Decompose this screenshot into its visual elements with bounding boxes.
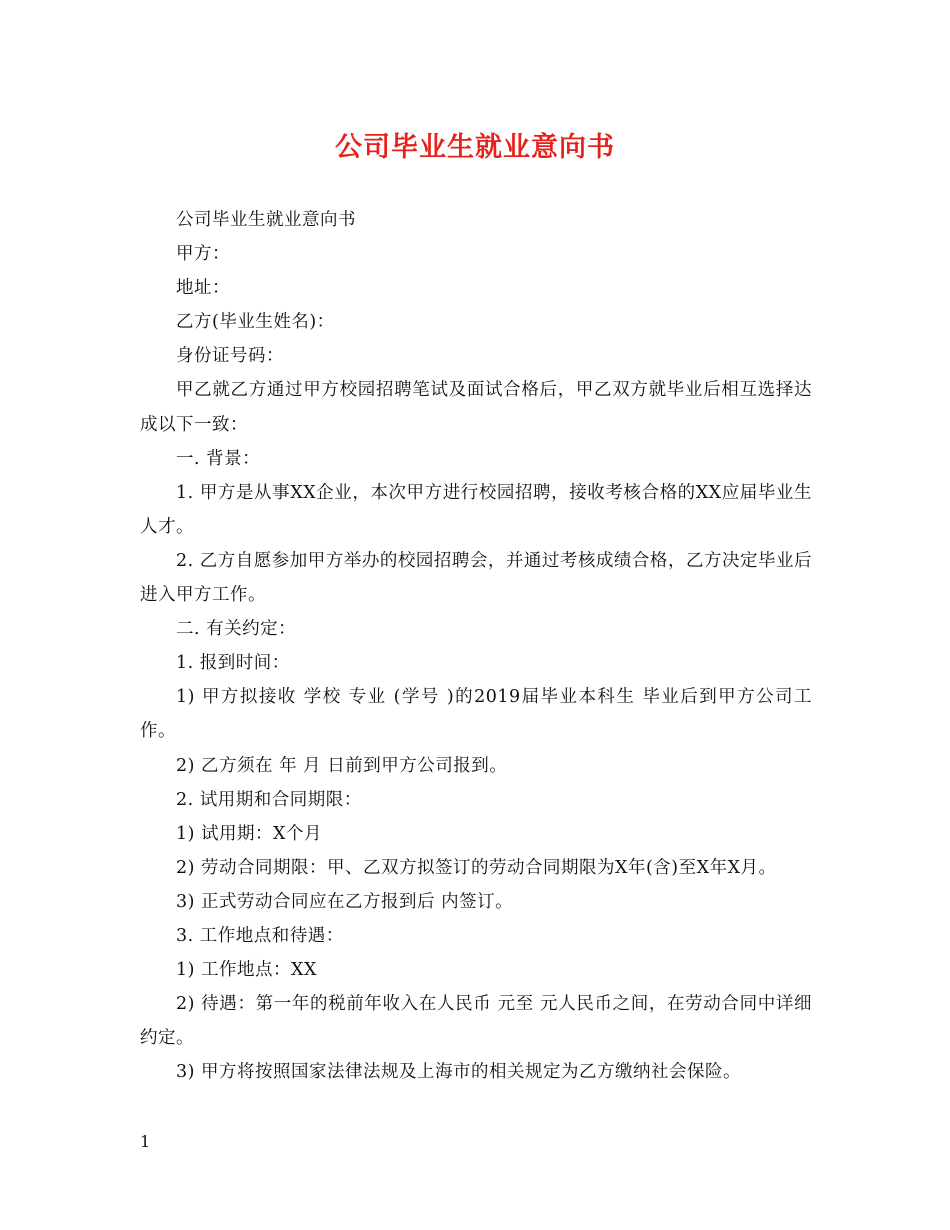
paragraph-background-1: 1. 甲方是从事XX企业，本次甲方进行校园招聘，接收考核合格的XX应届毕业生人才。 (140, 482, 812, 537)
subsection-workplace: 3. 工作地点和待遇： (176, 925, 344, 946)
paragraph-report-2: 2) 乙方须在 年 月 日前到甲方公司报到。 (176, 755, 508, 776)
paragraph-workplace-3: 3) 甲方将按照国家法律法规及上海市的相关规定为乙方缴纳社会保险。 (176, 1062, 742, 1083)
subsection-probation: 2. 试用期和合同期限： (176, 789, 362, 810)
paragraph-id-number: 身份证号码： (176, 346, 284, 367)
paragraph-party-b: 乙方(毕业生姓名)： (176, 312, 335, 333)
paragraph-heading: 公司毕业生就业意向书 (176, 210, 356, 230)
paragraph-address: 地址： (176, 278, 230, 299)
paragraph-workplace-1: 1) 工作地点：XX (176, 960, 317, 981)
subsection-report-time: 1. 报到时间： (176, 653, 290, 674)
paragraph-party-a: 甲方： (176, 244, 230, 265)
paragraph-intro: 甲乙就乙方通过甲方校园招聘笔试及面试合格后，甲乙双方就毕业后相互选择达成以下一致： (140, 380, 812, 435)
document-body (140, 203, 812, 1089)
paragraph-probation-2: 2) 劳动合同期限：甲、乙双方拟签订的劳动合同期限为X年(含)至X年X月。 (176, 857, 777, 878)
document-title: 公司毕业生就业意向书 (335, 132, 615, 163)
paragraph-probation-3: 3) 正式劳动合同应在乙方报到后 内签订。 (176, 891, 514, 912)
section-agreements: 二. 有关约定： (176, 619, 297, 640)
paragraph-probation-1: 1) 试用期：X个月 (176, 823, 322, 844)
paragraph-background-2: 2. 乙方自愿参加甲方举办的校园招聘会，并通过考核成绩合格，乙方决定毕业后进入甲方工作。 (140, 550, 812, 606)
paragraph-workplace-2: 2) 待遇：第一年的税前年收入在人民币 元至 元人民币之间，在劳动合同中详细约定。 (140, 994, 812, 1049)
section-background: 一. 背景： (176, 448, 261, 469)
paragraph-report-1: 1) 甲方拟接收 学校 专业 (学号 )的2019届毕业本科生 毕业后到甲方公司工作。 (140, 687, 812, 742)
page-number: 1 (140, 1132, 151, 1151)
